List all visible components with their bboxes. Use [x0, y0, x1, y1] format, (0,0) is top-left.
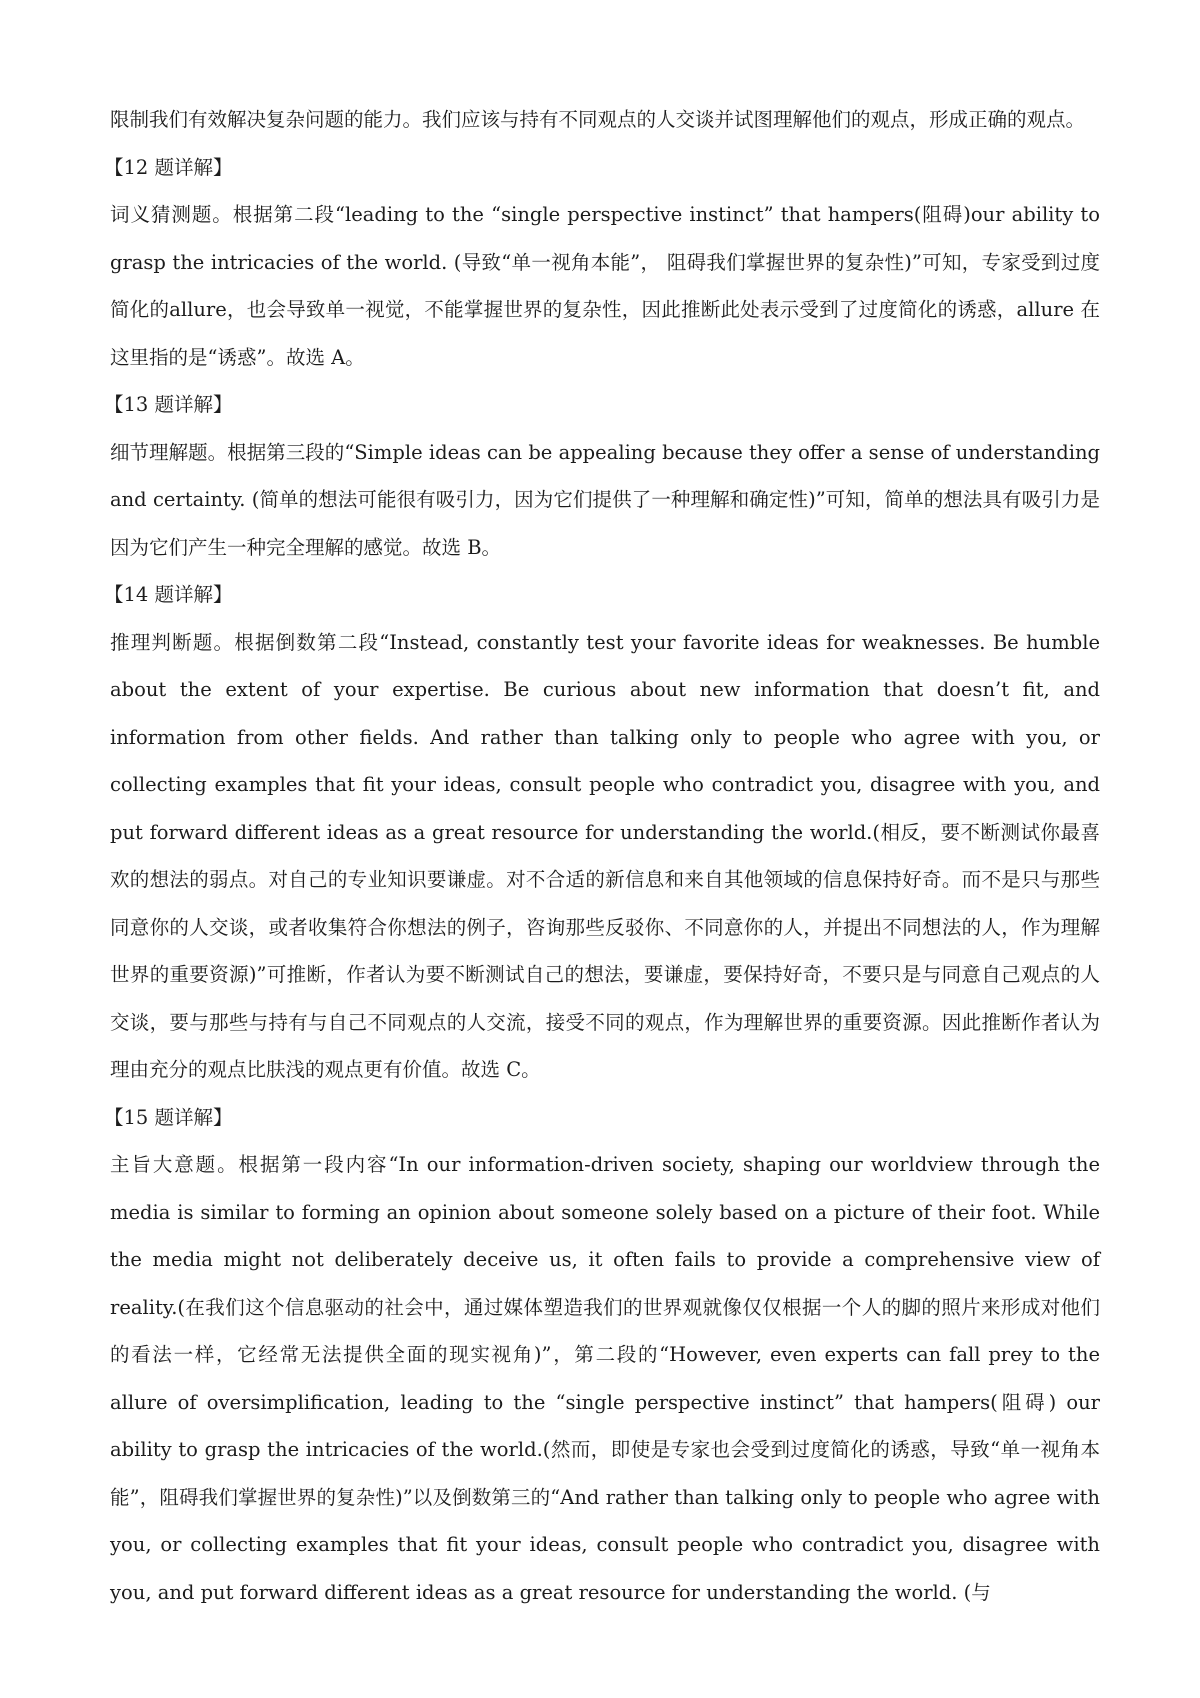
heading-q15: 【15 题详解】	[104, 1105, 233, 1129]
heading-q12: 【12 题详解】	[104, 155, 233, 179]
paragraph-q12: 词义猜测题。根据第二段“leading to the “single perspective instinct” that hampers(阻碍)our ability to grasp the intricacies of the world. (导致“单一视角本能”， 阻碍我们掌握世界的复杂性)”可知，专家受到过度简化的allure，也会导致单一视觉，不能掌握世界的复杂性，因此推断此处表示受到了过度简化的诱惑，allure 在这里指的是“诱惑”。故选 A。	[110, 203, 1100, 369]
paragraph-q15: 主旨大意题。根据第一段内容“In our information-driven society, shaping our worldview through the media is similar to forming an opinion about someone solely based on a picture of their foot. While the media might not deliberately deceive us, it often fails to provide a comprehensive view of reality.(在我们这个信息驱动的社会中，通过媒体塑造我们的世界观就像仅仅根据一个人的脚的照片来形成对他们的看法一样，它经常无法提供全面的现实视角)”，第二段的“However, even experts can fall prey to the allure of oversimplification, leading to the “single perspective instinct” that hampers(阻碍) our ability to grasp the intricacies of the world.(然而，即使是专家也会受到过度简化的诱惑，导致“单一视角本能”，阻碍我们掌握世界的复杂性)”以及倒数第三的“And rather than talking only to people who agree with you, or collecting examples that fit your ideas, consult people who contradict you, disagree with you, and put forward different ideas as a great resource for understanding the world. (与	[110, 1153, 1100, 1604]
heading-q14: 【14 题详解】	[104, 583, 233, 606]
paragraph-continuation: 限制我们有效解决复杂问题的能力。我们应该与持有不同观点的人交谈并试图理解他们的观点，形成正确的观点。	[110, 108, 1086, 131]
paragraph-q14: 推理判断题。根据倒数第二段“Instead, constantly test your favorite ideas for weaknesses. Be humble about the extent of your expertise. Be curious about new information that doesn’t fit, and information from other fields. And rather than talking only to people who agree with you, or collecting examples that fit your ideas, consult people who contradict you, disagree with you, and put forward different ideas as a great resource for understanding the world.(相反，要不断测试你最喜欢的想法的弱点。对自己的专业知识要谦虚。对不合适的新信息和来自其他领域的信息保持好奇。而不是只与那些同意你的人交谈，或者收集符合你想法的例子，咨询那些反驳你、不同意你的人，并提出不同想法的人，作为理解世界的重要资源)”可推断，作者认为要不断测试自己的想法，要谦虚，要保持好奇，不要只是与同意自己观点的人交谈，要与那些与持有与自己不同观点的人交流，接受不同的观点，作为理解世界的重要资源。因此推断作者认为理由充分的观点比肤浅的观点更有价值。故选 C。	[110, 630, 1100, 1081]
paragraph-q13: 细节理解题。根据第三段的“Simple ideas can be appealing because they offer a sense of understanding and certainty. (简单的想法可能很有吸引力，因为它们提供了一种理解和确定性)”可知，简单的想法具有吸引力是因为它们产生一种完全理解的感觉。故选 B。	[110, 440, 1100, 559]
heading-q13: 【13 题详解】	[104, 393, 233, 416]
document-body	[104, 96, 1100, 1616]
